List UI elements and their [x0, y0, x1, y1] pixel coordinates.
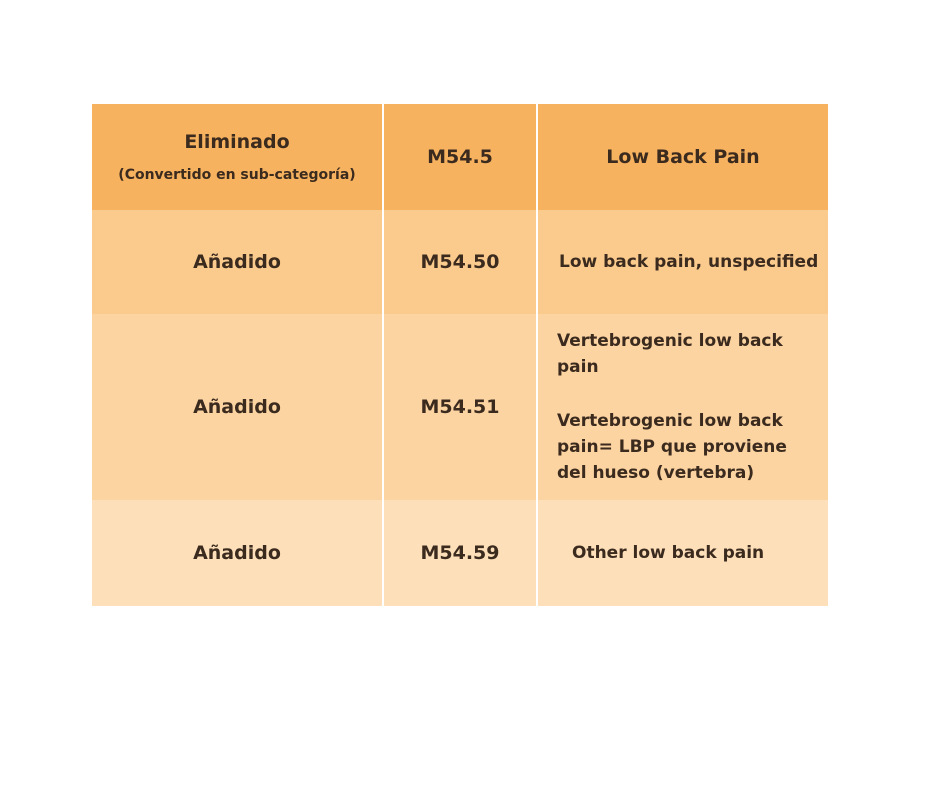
- header-status-cell: [92, 104, 382, 210]
- description-cell: [536, 500, 828, 606]
- status-label: Añadido: [193, 396, 281, 418]
- code-cell: [382, 210, 536, 314]
- code-label: M54.51: [420, 396, 500, 418]
- description-text: Low back pain, unspecified: [559, 252, 819, 272]
- status-cell: [92, 210, 382, 314]
- header-status-label: Eliminado: [184, 131, 290, 153]
- code-label: M54.50: [420, 251, 500, 273]
- table-header-row: [92, 104, 828, 210]
- code-label: M54.59: [420, 542, 500, 564]
- header-status-sublabel: (Convertido en sub-categoría): [118, 167, 356, 183]
- status-cell: [92, 314, 382, 500]
- table-row: [92, 210, 828, 314]
- table-row: [92, 314, 828, 500]
- code-cell: [382, 500, 536, 606]
- description-cell: [536, 314, 828, 500]
- status-label: Añadido: [193, 251, 281, 273]
- header-code-label: M54.5: [427, 146, 493, 168]
- header-description-label: Low Back Pain: [606, 146, 760, 168]
- description-text: Vertebrogenic low back pain: [557, 331, 783, 377]
- description-text: Other low back pain: [572, 543, 765, 563]
- description-cell: [536, 210, 828, 314]
- description-note: Vertebrogenic low back pain= LBP que proviene del hueso (vertebra): [557, 411, 787, 483]
- table-row: [92, 500, 828, 606]
- icd-code-changes-table: [92, 104, 828, 606]
- status-label: Añadido: [193, 542, 281, 564]
- header-code-cell: [382, 104, 536, 210]
- header-description-cell: [536, 104, 828, 210]
- status-cell: [92, 500, 382, 606]
- code-cell: [382, 314, 536, 500]
